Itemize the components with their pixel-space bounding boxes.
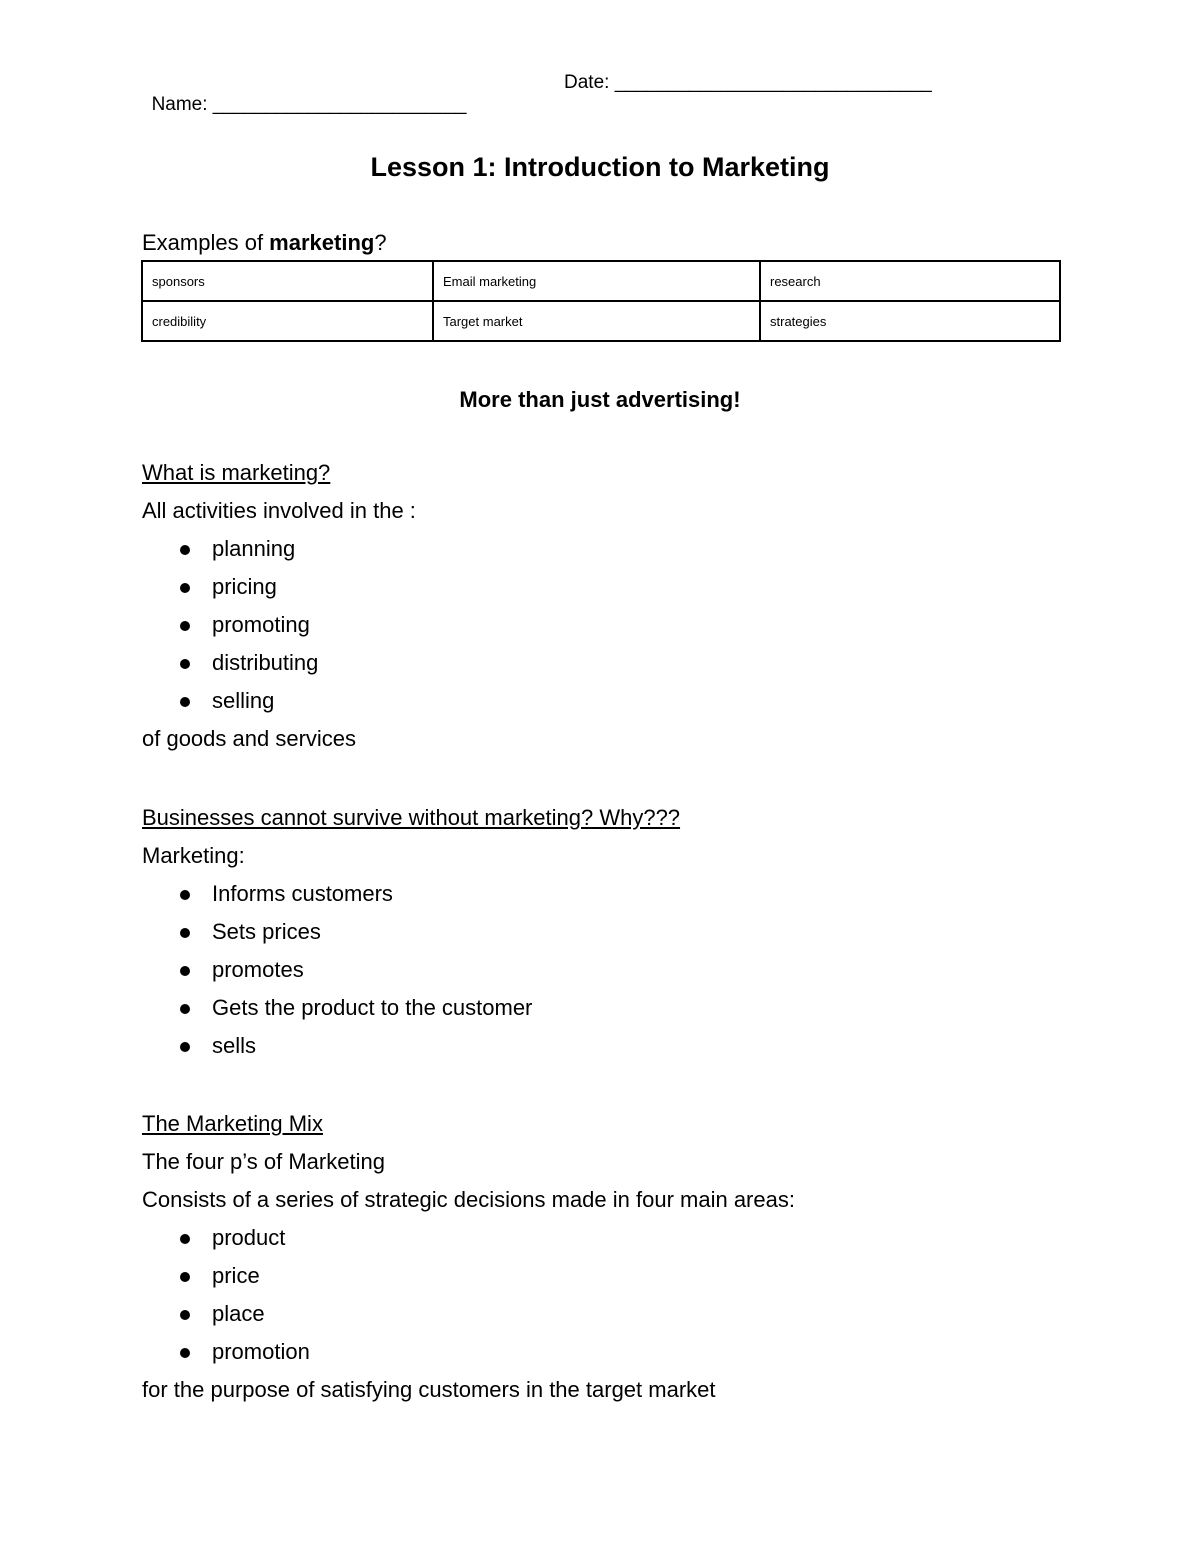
tagline: More than just advertising! — [459, 387, 741, 412]
list-item-label: Sets prices — [212, 919, 321, 944]
section-what-is-marketing — [142, 454, 416, 758]
bullet-icon — [180, 1348, 190, 1358]
list-item — [142, 568, 416, 606]
table-cell: sponsors — [142, 261, 433, 301]
list-item-label: promotion — [212, 1339, 310, 1364]
page-title: Lesson 1: Introduction to Marketing — [370, 152, 830, 182]
list-item — [142, 606, 416, 644]
section-why-marketing — [142, 799, 680, 1065]
list-item-label: price — [212, 1263, 260, 1288]
table-cell: credibility — [142, 301, 433, 341]
table-cell: strategies — [760, 301, 1060, 341]
section-subheading: The four p’s of Marketing — [142, 1149, 385, 1174]
bullet-icon — [180, 890, 190, 900]
table-row — [142, 261, 1060, 301]
section-heading: What is marketing? — [142, 460, 331, 485]
list-item-label: promotes — [212, 957, 304, 982]
section-intro: All activities involved in the : — [142, 498, 416, 523]
examples-prompt-prefix: Examples of — [142, 230, 270, 255]
section-intro: Consists of a series of strategic decisions made in four main areas: — [142, 1187, 795, 1212]
list-item — [142, 951, 680, 989]
bullet-icon — [180, 1004, 190, 1014]
list-item — [142, 875, 680, 913]
list-item — [142, 1257, 795, 1295]
bullet-icon — [180, 928, 190, 938]
table-row — [142, 301, 1060, 341]
table-cell: Email marketing — [433, 261, 760, 301]
examples-prompt — [142, 224, 387, 262]
list-item — [142, 1027, 680, 1065]
list-item-label: selling — [212, 688, 275, 713]
list-item-label: Informs customers — [212, 881, 393, 906]
list-item-label: distributing — [212, 650, 319, 675]
bullet-icon — [180, 697, 190, 707]
bullet-list — [142, 1219, 795, 1371]
bullet-icon — [180, 1042, 190, 1052]
bullet-icon — [180, 659, 190, 669]
bullet-icon — [180, 1234, 190, 1244]
list-item — [142, 1219, 795, 1257]
list-item — [142, 682, 416, 720]
list-item-label: sells — [212, 1033, 257, 1058]
bullet-icon — [180, 1310, 190, 1320]
list-item-label: product — [212, 1225, 286, 1250]
list-item-label: Gets the product to the customer — [212, 995, 533, 1020]
bullet-icon — [180, 621, 190, 631]
bullet-list — [142, 875, 680, 1065]
list-item — [142, 1295, 795, 1333]
section-heading: Businesses cannot survive without marketing? Why??? — [142, 805, 681, 830]
examples-prompt-keyword: marketing — [269, 230, 375, 255]
bullet-icon — [180, 966, 190, 976]
table-cell: Target market — [433, 301, 760, 341]
list-item-label: place — [212, 1301, 265, 1326]
list-item — [142, 989, 680, 1027]
list-item-label: promoting — [212, 612, 310, 637]
header-line — [141, 72, 932, 138]
bullet-icon — [180, 583, 190, 593]
examples-table — [141, 260, 1061, 342]
bullet-icon — [180, 1272, 190, 1282]
bullet-icon — [180, 545, 190, 555]
list-item-label: planning — [212, 536, 296, 561]
date-field[interactable]: Date: ______________________________ — [564, 72, 932, 93]
name-field[interactable]: Name: ________________________ — [151, 94, 467, 115]
examples-prompt-suffix: ? — [374, 230, 387, 255]
list-item — [142, 1333, 795, 1371]
table-cell: research — [760, 261, 1060, 301]
section-marketing-mix — [142, 1105, 795, 1409]
list-item — [142, 530, 416, 568]
section-intro: Marketing: — [142, 843, 245, 868]
section-outro: for the purpose of satisfying customers in the target market — [142, 1377, 716, 1402]
list-item — [142, 644, 416, 682]
list-item-label: pricing — [212, 574, 277, 599]
section-heading: The Marketing Mix — [142, 1111, 323, 1136]
list-item — [142, 913, 680, 951]
bullet-list — [142, 530, 416, 720]
section-outro: of goods and services — [142, 726, 357, 751]
